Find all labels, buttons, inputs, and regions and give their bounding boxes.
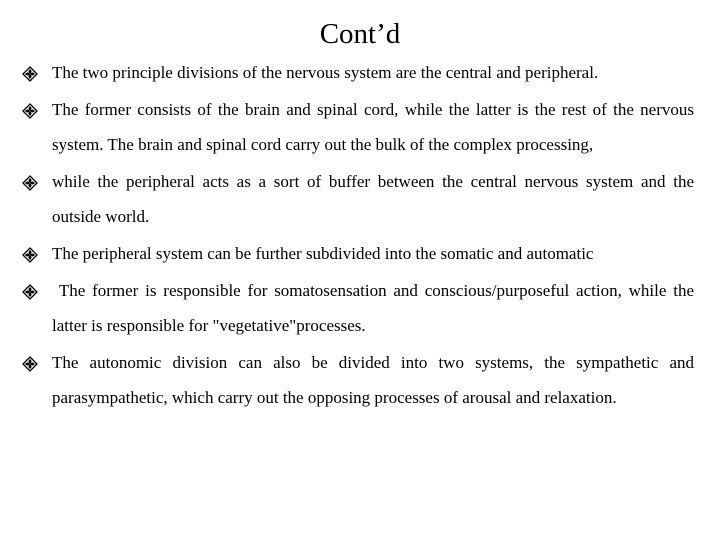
bullet-item [22,346,694,415]
bullet-text: The former is responsible for somatosensation and conscious/purposeful action, while the latter is responsible for "vegetative"processes. [52,281,699,335]
bullet-text: The peripheral system can be further subdivided into the somatic and automatic [52,244,594,264]
bullet-text: The autonomic division can also be divided into two systems, the sympathetic and parasympathetic, which carry out the opposing processes of arousal and relaxation. [52,353,694,407]
bullet-text: while the peripheral acts as a sort of buffer between the central nervous system and the outside world. [52,172,694,226]
bullet-item [22,165,694,234]
bullet-item [22,93,694,162]
bullet-text: The two principle divisions of the nervous system are the central and peripheral. [52,63,599,82]
bullet-list [22,56,699,418]
bullet-text: The former consists of the brain and spinal cord, while the latter is the rest of the nervous system. The brain and spinal cord carry out the bulk of the complex processing, [52,100,694,154]
diamond-bullet-icon [22,175,38,191]
diamond-bullet-icon [22,103,38,119]
diamond-bullet-icon [22,356,38,372]
bullet-item [22,56,694,90]
diamond-bullet-icon [22,66,38,82]
diamond-bullet-icon [22,284,38,300]
diamond-bullet-icon [22,247,38,263]
bullet-item [22,237,694,271]
bullet-item [22,274,699,343]
slide-title: Cont’d [319,18,401,50]
